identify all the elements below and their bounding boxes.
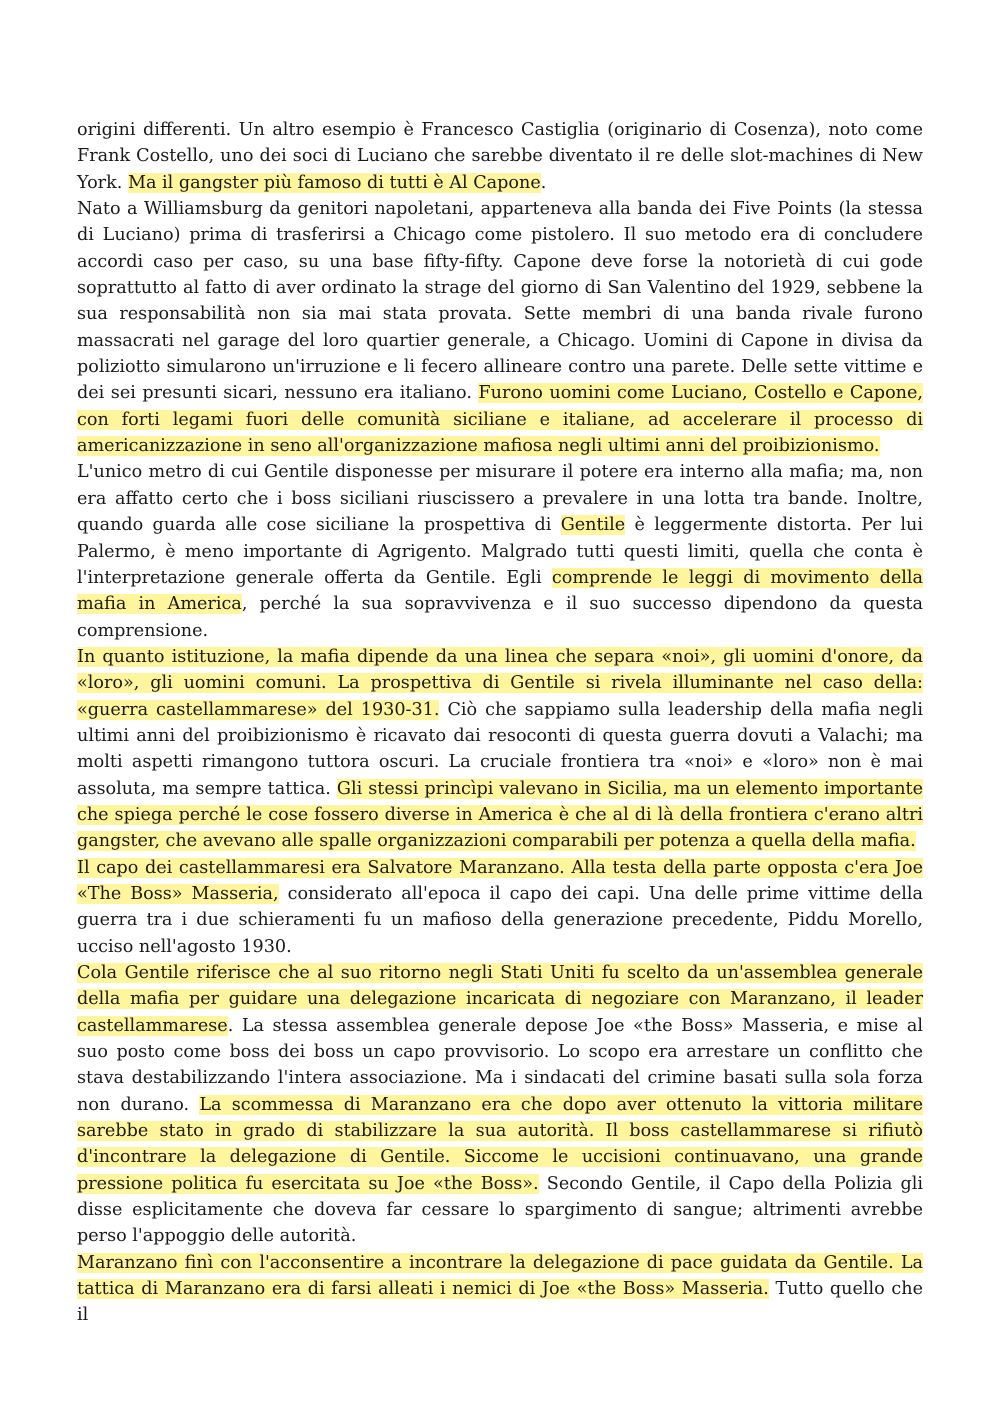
text-segment: Nato a Williamsburg da genitori napoletani, apparteneva alla banda dei Five Points (la stessa di Luciano) prima di trasferirsi a Chicago come pistolero. Il suo metodo era di concludere accordi caso per caso, su una base fifty-fifty. Capone deve forse la notorietà di cui gode soprattutto al fatto di aver ordinato la strage del giorno di San Valentino del 1929, sebbene la sua responsabilità non sia mai stata provata. Sette membri di una banda rivale furono massacrati nel garage del loro quartier generale, a Chicago. Uomini di Capone in divisa da poliziotto simularono un'irruzione e li fecero allineare contro una parete. Delle sette vittime e dei sei presunti sicari, nessuno era italiano. bbox=[77, 199, 923, 404]
highlighted-text: Maranzano finì con l'acconsentire a incontrare la delegazione di pace guidata da Gentile. La tattica di Maranzano era di farsi alleati i nemici di Joe «the Boss» Masseria. bbox=[77, 1252, 923, 1300]
text-segment: . La stessa assemblea generale depose Joe «the Boss» Masseria, e mise al suo posto come boss dei boss un capo provvisorio. Lo scopo era arrestare un conflitto che stava destabilizzando l'intera associazione. Ma i sindacati del crimine basati sulla sola forza non durano. bbox=[77, 1015, 923, 1115]
paragraph-5 bbox=[77, 855, 923, 960]
highlighted-text: comprende le leggi di movimento della mafia in America bbox=[77, 567, 923, 615]
highlighted-text: Cola Gentile riferisce che al suo ritorno negli Stati Uniti fu scelto da un'assemblea generale della mafia per guidare una delegazione incaricata di negoziare con Maranzano, il leader castellammarese bbox=[77, 963, 923, 1036]
highlighted-text: Gli stessi princìpi valevano in Sicilia, ma un elemento importante che spiega perché le cose fossero diverse in America è che al di là della frontiera c'erano altri gangster, che avevano alle spalle organizzazioni comparabili per potenza a quella della mafia. bbox=[77, 778, 924, 852]
highlighted-text: La scommessa di Maranzano era che dopo aver ottenuto la vittoria militare sarebbe stato in grado di stabilizzare la sua autorità. Il boss castellammarese si rifiutò d'incontrare la delegazione di Gentile. Siccome le uccisioni continuavano, una grande pressione politica fu esercitata su Joe «the Boss». bbox=[77, 1094, 923, 1194]
text-segment: L'unico metro di cui Gentile disponesse per misurare il potere era interno alla mafia; ma, non era affatto certo che i boss siciliani riuscissero a prevalere in una lotta tra bande. Inoltre, quando guarda alle cose siciliane la prospettiva di bbox=[77, 462, 923, 536]
paragraph-1 bbox=[77, 117, 923, 196]
text-segment: è leggermente distorta. Per lui Palermo, è meno importante di Agrigento. Malgrado tutti questi limiti, quella che conta è l'interpretazione generale offerta da Gentile. Egli bbox=[77, 515, 923, 588]
highlighted-text: Il capo dei castellammaresi era Salvatore Maranzano. Alla testa della parte opposta c'era Joe «The Boss» Masseria, bbox=[77, 857, 923, 904]
highlighted-text: Furono uomini come Luciano, Costello e Capone, con forti legami fuori delle comunità siciliane e italiane, ad accelerare il processo di americanizzazione in seno all'organizzazione mafiosa negli ultimi anni del proibizionismo. bbox=[77, 383, 924, 457]
text-segment: , perché la sua sopravvivenza e il suo successo dipendono da questa comprensione. bbox=[77, 594, 923, 641]
text-segment: . bbox=[540, 172, 547, 193]
text-segment: Secondo Gentile, il Capo della Polizia gli disse esplicitamente che doveva far cessare lo spargimento di sangue; altrimenti avrebbe perso l'appoggio delle autorità. bbox=[77, 1173, 923, 1247]
text-segment: considerato all'epoca il capo dei capi. Una delle prime vittime della guerra tra i due schieramenti fu un mafioso della generazione precedente, Piddu Morello, ucciso nell'agosto 1930. bbox=[77, 883, 923, 957]
paragraph-2 bbox=[77, 196, 923, 459]
paragraph-3 bbox=[77, 459, 923, 643]
document-text-body bbox=[77, 117, 923, 1329]
text-segment: origini differenti. Un altro esempio è Francesco Castiglia (originario di Cosenza), noto come Frank Costello, uno dei soci di Luciano che sarebbe diventato il re delle slot-machines di New York. bbox=[77, 120, 923, 193]
highlighted-text: Gentile bbox=[560, 515, 626, 536]
paragraph-4 bbox=[77, 644, 923, 855]
paragraph-6 bbox=[77, 960, 923, 1250]
text-segment: Tutto quello che il bbox=[77, 1279, 923, 1326]
paragraph-7 bbox=[77, 1250, 923, 1329]
highlighted-text: Ma il gangster più famoso di tutti è Al Capone bbox=[127, 172, 541, 193]
highlighted-text: In quanto istituzione, la mafia dipende da una linea che separa «noi», gli uomini d'onore, da «loro», gli uomini comuni. La prospettiva di Gentile si rivela illuminante nel caso della: «guerra castellammarese» del 1930-31. bbox=[77, 646, 923, 720]
text-segment: Ciò che sappiamo sulla leadership della mafia negli ultimi anni del proibizionismo è ricavato dai resoconti di questa guerra dovuti a Valachi; ma molti aspetti rimangono tuttora oscuri. La cruciale frontiera tra «noi» e «loro» non è mai assoluta, ma sempre tattica. bbox=[77, 699, 923, 799]
